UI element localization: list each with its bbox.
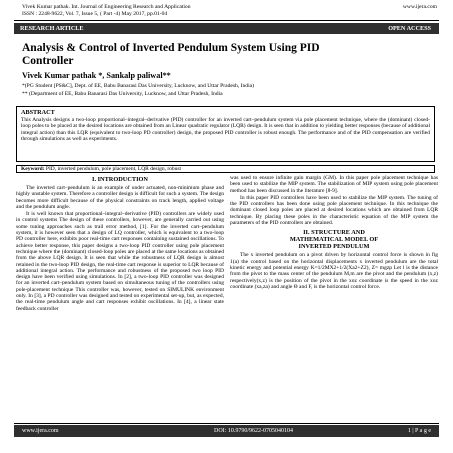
section-2-heading (230, 229, 438, 250)
footer-doi: DOI: 10.9790/9622-0705040104 (214, 427, 293, 434)
footer-page-number: 1 | P a g e (407, 427, 431, 434)
abstract-text: This Analysis designs a two-loop proportional–integral–derivative (PID) controller for an inverted cart–pendulum system via pole placement technique, where the (dominant) closed-loop poles to be placed at the desired locations are obtained from an Linear quadratic regulator (LQR) design. It is seen that in addition to yielding better responses (because of additional integral action) than this LQR (equivalent to two-loop PD controller) design, the proposed PID controller is robust enough. The performance and of the PID compensation are verified through simulations as well as experiments. (21, 117, 430, 142)
footer-rule (14, 423, 439, 424)
right-column (230, 175, 438, 423)
title-line-2: Controller (22, 55, 74, 67)
article-type-label: RESEARCH ARTICLE (20, 25, 84, 32)
authors: Vivek Kumar pathak *, Sankalp paliwal** (22, 71, 171, 80)
citation-line-1: Vivek Kumar pathak. Int. Journal of Engineering Research and Application (22, 4, 191, 10)
section-2-heading-line-1: II. STRUCTURE AND (303, 229, 365, 237)
running-header-citation (22, 4, 191, 18)
open-access-label: OPEN ACCESS (388, 25, 431, 32)
title-line-1: Analysis & Control of Inverted Pendulum System Using PID (22, 42, 320, 54)
keywords-text: PID, inverted pendulum, pole placement, LQR design, robust (45, 166, 182, 172)
abstract-heading: ABSTRACT (21, 109, 55, 116)
section-2-paragraph: The x inverted pendulum on a pivot driven by horizontal control force is shown in fig 1(a) the control based on the horizontal displacements x inverted pendulum are the total kinetic energy and potential energy K=1/2MX2+1/2(Xa2+Z2), Z= mgzp Let l is the distance from the pivot to the mass center of the pendulum M,m are the pivot and the pendulum (x,z) respectively(x,z) is the position of the pivot in the xoz coordinate is the speed in the xoz coordinate (xa,za) and angle Θ and F, is the horizontal control force. (230, 252, 438, 290)
keywords-label: Keyword: (21, 166, 45, 172)
header-website-link[interactable]: www.ijera.com (402, 4, 437, 10)
header-rule (14, 20, 439, 21)
intro-paragraph-2: It is well known that proportional–integral–derivative (PID) controllers are widely used in control systems The design of these controllers, however, are generally carried out using some tuning approaches such as trail error method, [1]. For the inverted cart–pendulum system, it is however seen that a design of LQ controller, which is equivalent to a two-loop PD controller here, exhibits poor real-time cart responses containing sustained oscillations. To achieve better response, this paper designs a two-loop PID controller using pole placement technique where the (dominant) closed-loop poles are placed at the same locations as obtained from the above LQR design. It is seen that while the robustness of LQR design is almost retained in the two-loop PID design, the real-time cart response is superior to LQR because of additional integral action. The performance and robustness of the proposed two loop PID design have been verified using simulations. In [2], a two-loop PID controller was designed for an inverted cart–pendulum system based on simultaneous tuning of the controllers using pole-placement technique This controller was, however, tested on SIMULINK environment only. In [3], a PD controller was designed and tested on experimental set-up, but, as expected, the real-time pendulum angle and cart responses exhibit oscillations. In [4], a linear state feedback controller (16, 211, 224, 312)
right-paragraph-2: In this paper PID controllers have been used to stabilize the MIP system. The tuning of the PID controllers has been done using pole placement technique. In this technique the dominant closed loop poles are placed at desired locations which are obtained from LQR technique. By placing these poles in the characteristic equation of the MIP system the parameters of the PID controllers are obtained. (230, 194, 438, 227)
keywords-box (16, 165, 435, 173)
affiliation-2: ** (Department of EE, Babu Banarasi Das University, Lucknow, and Uttar Pradesh, India (22, 91, 223, 97)
citation-line-2: ISSN : 2248-9622, Vol. 7, Issue 5, ( Part -4) May 2017, pp.01-04 (22, 11, 168, 17)
intro-paragraph-1: The inverted cart–pendulum is an example of under actuated, non-minimum phase and highly unstable system. Therefore a controller design is difficult for such a system. The design becomes more difficult because of the physical constraints on track length, applied voltage and the pendulum angle. (16, 185, 224, 210)
footer-website-link[interactable]: www.ijera.com (22, 427, 59, 434)
right-paragraph-1: was used to ensure infinite gain margin (GM). In this paper pole placement technique has been used to stabilize the MIP system. The stabilization of MIP system using pole placement method has been discussed in the literature [8-9]. (230, 175, 438, 194)
left-column (16, 175, 224, 423)
affiliation-1: *(PG Student [PS&C], Dept. of EE, Babu Banarasi Das University, Lucknow, and Uttar Pradesh, India) (22, 83, 254, 89)
article-type-band (14, 23, 439, 34)
section-1-heading: I. INTRODUCTION (92, 176, 148, 183)
section-2-heading-line-3: INVERTED PENDULUM (298, 243, 370, 251)
paper-title (22, 42, 422, 68)
abstract-box (16, 106, 435, 162)
section-2-heading-line-2: MATHEMATICAL MODEL OF (289, 236, 379, 244)
page-footer (14, 425, 439, 437)
